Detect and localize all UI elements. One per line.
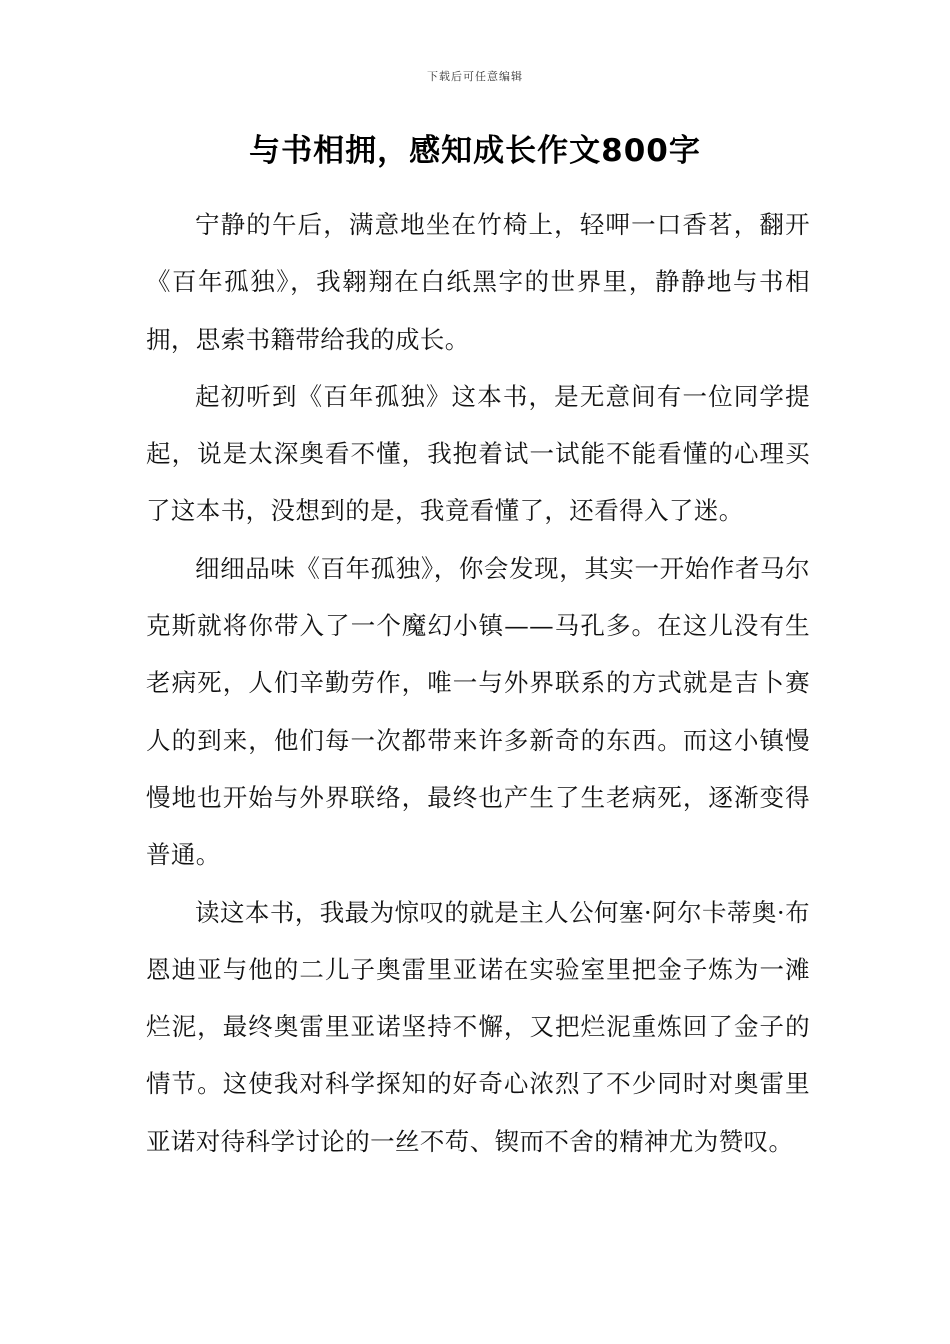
- paragraph-4: 读这本书，我最为惊叹的就是主人公何塞·阿尔卡蒂奥·布恩迪亚与他的二儿子奥雷里亚诺在实验室里把金子炼为一滩烂泥，最终奥雷里亚诺坚持不懈，又把烂泥重炼回了金子的情节。这使我对科学探知的好奇心浓烈了不少同时对奥雷里亚诺对待科学讨论的一丝不苟、锲而不舍的精神尤为赞叹。: [146, 897, 810, 1156]
- header-note: 下载后可任意编辑: [427, 70, 523, 83]
- paragraph-1: 宁静的午后，满意地坐在竹椅上，轻呷一口香茗，翻开《百年孤独》，我翱翔在白纸黑字的世界里，静静地与书相拥，思索书籍带给我的成长。: [146, 210, 810, 354]
- paragraph-2: 起初听到《百年孤独》这本书，是无意间有一位同学提起，说是太深奥看不懂，我抱着试一试能不能看懂的心理买了这本书，没想到的是，我竟看懂了，还看得入了迷。: [146, 381, 810, 526]
- paragraph-3: 细细品味《百年孤独》，你会发现，其实一开始作者马尔克斯就将你带入了一个魔幻小镇——马孔多。在这儿没有生老病死，人们辛勤劳作，唯一与外界联系的方式就是吉卜赛人的到来，他们每一次都带来许多新奇的东西。而这小镇慢慢地也开始与外界联络，最终也产生了生老病死，逐渐变得普通。: [146, 553, 810, 870]
- document-title: 与书相拥，感知成长作文800字: [249, 133, 701, 169]
- document-body: [146, 196, 810, 1170]
